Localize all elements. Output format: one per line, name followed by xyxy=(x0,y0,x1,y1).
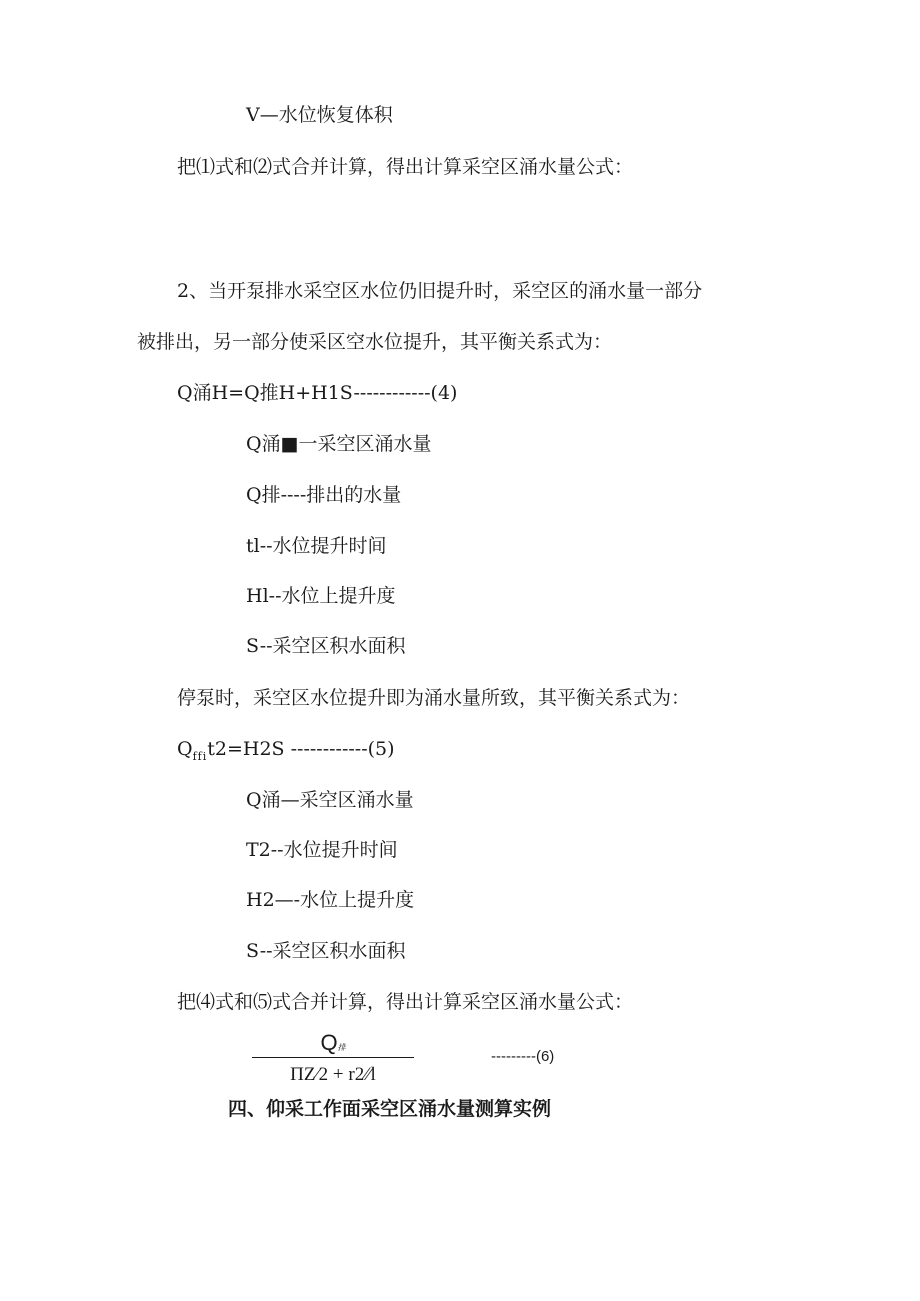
definition-h1: Hl--水位上提升度 xyxy=(246,585,396,607)
definition-h2: H2—-水位上提升度 xyxy=(246,889,415,911)
formula-6-tag: ---------(6) xyxy=(491,1048,555,1065)
definition-q-drained: Q排----排出的水量 xyxy=(246,484,402,506)
definition-volume: V—水位恢复体积 xyxy=(246,104,393,126)
equation-5-subscript: ffi xyxy=(192,750,208,763)
definition-q-inflow: Q涌■一采空区涌水量 xyxy=(246,433,432,455)
formula-denominator: ΠZ⁄2 + r2⁄⁄l xyxy=(290,1064,376,1085)
formula-numerator: Q排 xyxy=(320,1030,346,1055)
fraction-bar xyxy=(252,1057,414,1058)
paragraph-pumping-case-cont: 被排出，另一部分使采区空水位提升，其平衡关系式为： xyxy=(137,331,613,353)
equation-5-rest: t2=H2S ------------(5) xyxy=(207,738,395,760)
paragraph-merge-formula-1: 把⑴式和⑵式合并计算，得出计算采空区涌水量公式： xyxy=(177,156,634,178)
formula-6-fraction xyxy=(252,1032,414,1086)
equation-5 xyxy=(177,737,395,764)
definition-s-area: S--采空区积水面积 xyxy=(246,635,406,657)
definition-t2: T2--水位提升时间 xyxy=(246,839,398,861)
equation-4: Q涌H=Q推H+H1S------------(4) xyxy=(177,382,458,404)
section-heading: 四、仰采工作面采空区涌水量测算实例 xyxy=(228,1098,552,1120)
paragraph-merge-formula-2: 把⑷式和⑸式合并计算，得出计算采空区涌水量公式： xyxy=(177,991,634,1013)
definition-s-area-2: S--采空区积水面积 xyxy=(246,940,406,962)
formula-numerator-subscript: 排 xyxy=(337,1043,346,1052)
paragraph-pumping-case: 2、当开泵排水采空区水位仍旧提升时，采空区的涌水量一部分 xyxy=(177,280,703,302)
paragraph-pump-stopped: 停泵时，采空区水位提升即为涌水量所致，其平衡关系式为： xyxy=(177,687,691,709)
definition-t1: tl--水位提升时间 xyxy=(246,535,387,557)
definition-q-inflow-2: Q涌—采空区涌水量 xyxy=(246,789,414,811)
equation-5-q: Q xyxy=(177,738,193,760)
